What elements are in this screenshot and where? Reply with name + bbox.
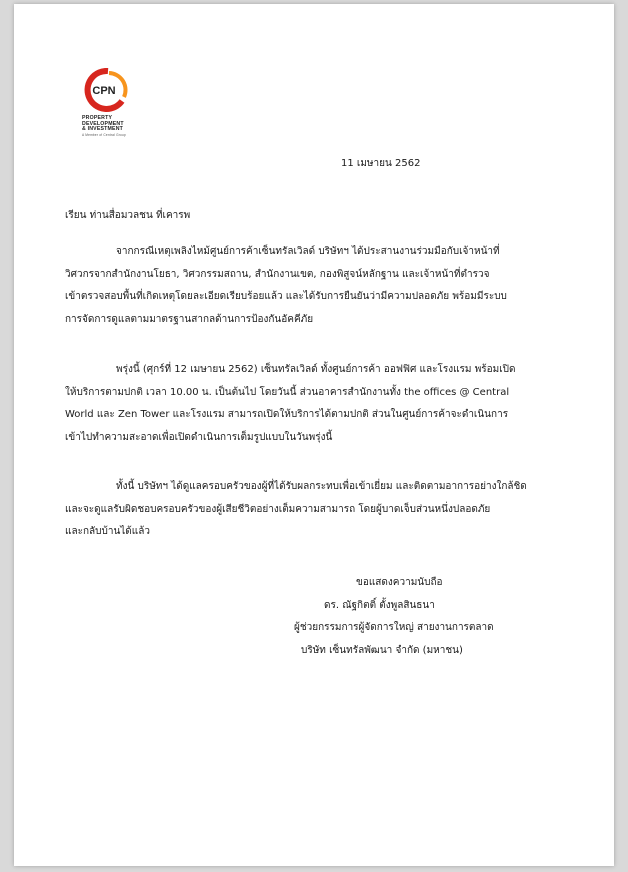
closing-text: ขอแสดงความนับถือ bbox=[356, 577, 443, 588]
paragraph-2 bbox=[65, 359, 575, 449]
paragraph-2-line: เข้าไปทำความสะอาดเพื่อเปิดดำเนินการเต็มรูปแบบในวันพรุ่งนี้ bbox=[65, 431, 333, 443]
paragraph-2-line: พรุ่งนี้ (ศุกร์ที่ 12 เมษายน 2562) เซ็นทรัลเวิลด์ ทั้งศูนย์การค้า ออฟฟิศ และโรงแรม พร้อมเปิด bbox=[116, 364, 516, 375]
letter-page bbox=[14, 4, 614, 866]
logo-subline: A Member of Central Group bbox=[82, 132, 126, 137]
logo-line-1: PROPERTY bbox=[82, 115, 113, 121]
logo-line-2: DEVELOPMENT bbox=[82, 120, 124, 127]
logo-line-3: & INVESTMENT bbox=[82, 126, 124, 133]
cpn-logo bbox=[82, 68, 152, 148]
paragraph-3-line: และกลับบ้านได้แล้ว bbox=[65, 526, 150, 537]
paragraph-1-line: เข้าตรวจสอบพื้นที่เกิดเหตุโดยละเอียดเรียบร้อยแล้ว และได้รับการยืนยันว่ามีความปลอดภัย พร้อมมีระบบ bbox=[65, 291, 507, 302]
paragraph-2-line: ให้บริการตามปกติ เวลา 10.00 น. เป็นต้นไป โดยวันนี้ ส่วนอาคารสำนักงานทั้ง the offices @ Central bbox=[65, 386, 510, 398]
paragraph-3-line: ทั้งนี้ บริษัทฯ ได้ดูแลครอบครัวของผู้ที่ได้รับผลกระทบเพื่อเข้าเยี่ยม และติดตามอาการอย่างใกล้ชิด bbox=[116, 481, 527, 492]
letter-salutation: เรียน ท่านสื่อมวลชน ที่เคารพ bbox=[65, 210, 191, 221]
signature-block bbox=[214, 572, 594, 662]
paragraph-1-line: จากกรณีเหตุเพลิงไหม้ศูนย์การค้าเซ็นทรัลเวิลด์ บริษัทฯ ได้ประสานงานร่วมมือกับเจ้าหน้าที่ bbox=[116, 246, 500, 257]
paragraph-1 bbox=[65, 241, 575, 331]
cpn-logo-mark bbox=[82, 68, 130, 112]
logo-brand-text: CPN bbox=[92, 85, 116, 97]
paragraph-3 bbox=[65, 476, 575, 544]
paragraph-2-line: World และ Zen Tower และโรงแรม สามารถเปิดให้บริการได้ตามปกติ ส่วนในศูนย์การค้าจะดำเนินการ bbox=[65, 409, 509, 420]
paragraph-1-line: การจัดการดูแลตามมาตรฐานสากลด้านการป้องกันอัคคีภัย bbox=[65, 313, 314, 325]
paragraph-1-line: วิศวกรจากสำนักงานโยธา, วิศวกรรมสถาน, สำนักงานเขต, กองพิสูจน์หลักฐาน และเจ้าหน้าที่ตำรวจ bbox=[65, 268, 490, 280]
company-name: บริษัท เซ็นทรัลพัฒนา จำกัด (มหาชน) bbox=[301, 644, 463, 656]
signer-title: ผู้ช่วยกรรมการผู้จัดการใหญ่ สายงานการตลาด bbox=[294, 622, 494, 633]
logo-wordmark bbox=[82, 116, 126, 137]
paragraph-3-line: และจะดูแลรับผิดชอบครอบครัวของผู้เสียชีวิตอย่างเต็มความสามารถ โดยผู้บาดเจ็บส่วนหนึ่งปลอดภัย bbox=[65, 503, 491, 515]
letter-date: 11 เมษายน 2562 bbox=[341, 158, 421, 169]
signer-name: ดร. ณัฐกิตติ์ ตั้งพูลสินธนา bbox=[324, 599, 435, 611]
